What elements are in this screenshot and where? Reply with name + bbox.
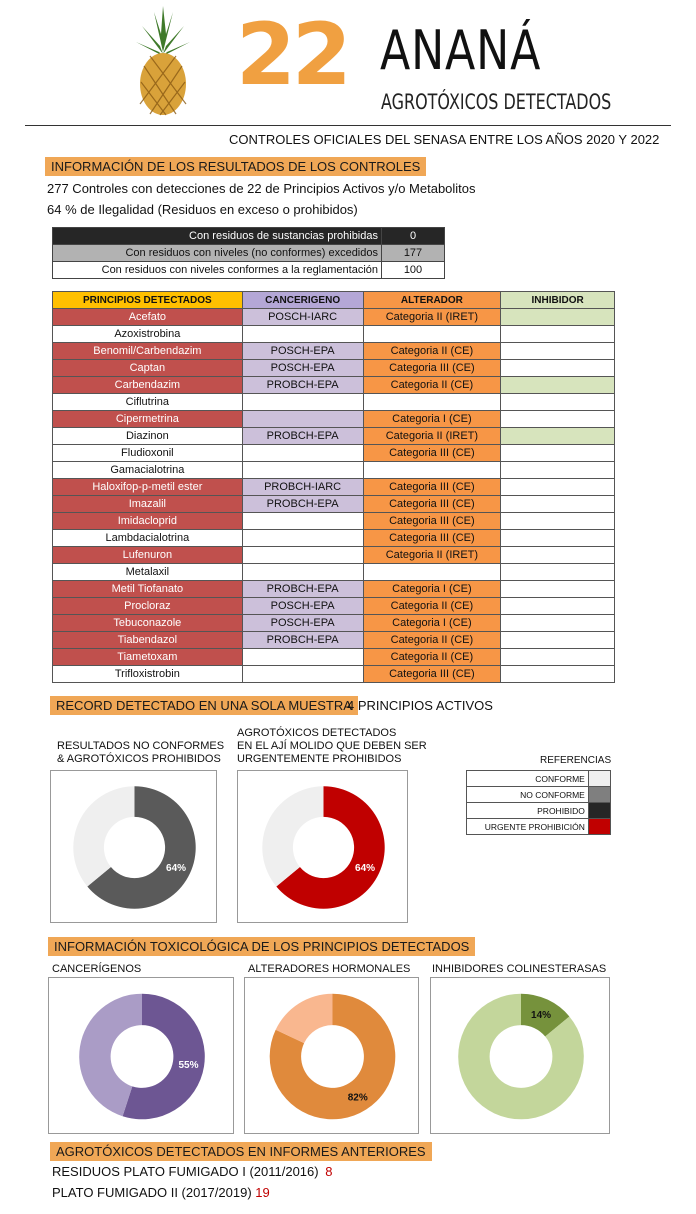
legend-label: URGENTE PROHIBICIÓN [467,819,589,835]
cell-principio: Tiabendazol [53,632,243,649]
cell-inhibidor [501,547,615,564]
table-row [53,598,615,615]
cell-cancerigeno [242,326,363,343]
cell-alterador: Categoria III (CE) [363,530,501,547]
prev-line-1 [52,1164,332,1179]
legend-item [467,803,611,819]
prev-line-1-label: RESIDUOS PLATO FUMIGADO I (2011/2016) [52,1164,319,1179]
chart-1-box [50,770,217,923]
cell-principio: Tebuconazole [53,615,243,632]
count-number: 22 [236,5,348,105]
results-section-title: INFORMACIÓN DE LOS RESULTADOS DE LOS CONTROLES [45,157,426,176]
cell-alterador: Categoria II (IRET) [363,309,501,326]
cell-cancerigeno: PROBCH-EPA [242,581,363,598]
record-value: 4 PRINCIPIOS ACTIVOS [347,698,493,713]
cell-alterador: Categoria II (CE) [363,598,501,615]
chart-5-donut [431,978,611,1135]
chart-5-box [430,977,610,1134]
prev-line-2-value: 19 [255,1185,270,1200]
source-note: CONTROLES OFICIALES DEL SENASA ENTRE LOS AÑOS 2020 Y 2022 [229,132,660,147]
cell-inhibidor [501,326,615,343]
cell-inhibidor [501,411,615,428]
cell-inhibidor [501,615,615,632]
cell-alterador: Categoria II (CE) [363,632,501,649]
cell-alterador: Categoria III (CE) [363,496,501,513]
cell-alterador: Categoria III (CE) [363,666,501,683]
cell-cancerigeno [242,564,363,581]
principles-table-body [53,309,615,683]
cell-alterador: Categoria II (CE) [363,649,501,666]
cell-principio: Haloxifop-p-metil ester [53,479,243,496]
chart-1-title-line: RESULTADOS NO CONFORMES [57,740,225,752]
cell-principio: Metalaxil [53,564,243,581]
legend-item [467,819,611,835]
chart-1-data-label: 64% [166,863,187,875]
legend-swatch [588,771,610,787]
cell-alterador [363,394,501,411]
chart-2-title-line: URGENTEMENTE PROHIBIDOS [237,753,402,765]
table-row [53,581,615,598]
header-divider [25,125,671,126]
cell-alterador [363,564,501,581]
pineapple-icon [132,4,194,116]
chart-3-donut [49,978,235,1135]
chart-1-slice [73,786,134,886]
cell-principio: Acefato [53,309,243,326]
prev-line-2 [52,1185,270,1200]
cell-principio: Gamacialotrina [53,462,243,479]
prev-section-title: AGROTÓXICOS DETECTADOS EN INFORMES ANTERIORES [50,1142,432,1161]
cell-cancerigeno: POSCH-EPA [242,615,363,632]
cell-alterador: Categoria II (CE) [363,377,501,394]
chart-3-title: CANCERÍGENOS [52,963,142,975]
cell-alterador: Categoria III (CE) [363,360,501,377]
table-row [53,394,615,411]
references-title: REFERENCIAS [540,755,612,766]
cell-cancerigeno: PROBCH-EPA [242,496,363,513]
cell-principio: Captan [53,360,243,377]
cell-principio: Imazalil [53,496,243,513]
table-row [53,411,615,428]
cell-principio: Procloraz [53,598,243,615]
legend-label: CONFORME [467,771,589,787]
cell-alterador: Categoria III (CE) [363,513,501,530]
chart-2-data-label: 64% [355,863,376,875]
results-line-2: 64 % de Ilegalidad (Residuos en exceso o prohibidos) [47,202,358,217]
chart-1-title [57,740,224,766]
cell-principio: Lambdacialotrina [53,530,243,547]
cell-cancerigeno: POSCH-EPA [242,598,363,615]
table-row [53,309,615,326]
cell-cancerigeno [242,547,363,564]
col-header-alterador: ALTERADOR [363,292,501,309]
cell-inhibidor [501,666,615,683]
summary-label: Con residuos con niveles conformes a la reglamentación [53,262,382,279]
chart-5-title: INHIBIDORES COLINESTERASAS [432,963,607,975]
cell-inhibidor [501,394,615,411]
chart-1-donut [51,771,218,924]
legend-item [467,787,611,803]
cell-cancerigeno: PROBCH-IARC [242,479,363,496]
cell-cancerigeno: PROBCH-EPA [242,632,363,649]
summary-value: 0 [382,228,445,245]
table-row [53,564,615,581]
table-row [53,513,615,530]
chart-4-donut [245,978,420,1135]
chart-2-title-line: AGROTÓXICOS DETECTADOS [237,727,397,739]
summary-label: Con residuos con niveles (no conformes) excedidos [53,245,382,262]
chart-2-box [237,770,408,923]
col-header-cancerigeno: CANCERIGENO [242,292,363,309]
cell-inhibidor [501,479,615,496]
chart-1-title-line: & AGROTÓXICOS PROHIBIDOS [57,753,221,765]
table-row [53,377,615,394]
cell-inhibidor [501,581,615,598]
table-row [53,343,615,360]
cell-inhibidor [501,309,615,326]
legend-item [467,771,611,787]
cell-cancerigeno [242,649,363,666]
table-row [53,530,615,547]
legend-swatch [588,787,610,803]
cell-alterador: Categoria II (IRET) [363,547,501,564]
cell-inhibidor [501,462,615,479]
summary-value: 100 [382,262,445,279]
cell-inhibidor [501,445,615,462]
cell-principio: Lufenuron [53,547,243,564]
cell-inhibidor [501,343,615,360]
legend-label: NO CONFORME [467,787,589,803]
cell-alterador: Categoria II (IRET) [363,428,501,445]
summary-row [53,262,445,279]
table-row [53,666,615,683]
cell-cancerigeno: PROBCH-EPA [242,377,363,394]
cell-inhibidor [501,360,615,377]
table-row [53,479,615,496]
cell-cancerigeno [242,411,363,428]
summary-label: Con residuos de sustancias prohibidas [53,228,382,245]
chart-5-data-label: 14% [531,1009,552,1021]
cell-inhibidor [501,564,615,581]
table-row [53,360,615,377]
prev-line-1-value: 8 [325,1164,333,1179]
cell-principio: Azoxistrobina [53,326,243,343]
principles-table [52,291,615,683]
cell-alterador: Categoria II (CE) [363,343,501,360]
cell-inhibidor [501,649,615,666]
cell-alterador: Categoria III (CE) [363,479,501,496]
cell-inhibidor [501,598,615,615]
cell-alterador [363,326,501,343]
cell-alterador [363,462,501,479]
table-row [53,428,615,445]
cell-principio: Ciflutrina [53,394,243,411]
prev-line-2-label: PLATO FUMIGADO II (2017/2019) [52,1185,252,1200]
cell-cancerigeno [242,394,363,411]
summary-value: 177 [382,245,445,262]
cell-alterador: Categoria I (CE) [363,615,501,632]
table-row [53,496,615,513]
product-subtitle: AGROTÓXICOS DETECTADOS [381,90,612,114]
cell-inhibidor [501,530,615,547]
chart-2-title-line: EN EL AJÍ MOLIDO QUE DEBEN SER [237,740,427,752]
cell-inhibidor [501,428,615,445]
cell-cancerigeno [242,530,363,547]
col-header-inhibidor: INHIBIDOR [501,292,615,309]
table-row [53,462,615,479]
legend-swatch [588,819,610,835]
cell-principio: Cipermetrina [53,411,243,428]
cell-principio: Metil Tiofanato [53,581,243,598]
chart-2-slice [262,786,323,886]
table-header-row [53,292,615,309]
cell-cancerigeno: POSCH-EPA [242,343,363,360]
table-row [53,445,615,462]
table-row [53,632,615,649]
cell-cancerigeno [242,462,363,479]
cell-principio: Tiametoxam [53,649,243,666]
col-header-principios: PRINCIPIOS DETECTADOS [53,292,243,309]
summary-row [53,245,445,262]
cell-cancerigeno: POSCH-EPA [242,360,363,377]
chart-4-box [244,977,419,1134]
summary-row [53,228,445,245]
tox-section-title: INFORMACIÓN TOXICOLÓGICA DE LOS PRINCIPIOS DETECTADOS [48,937,475,956]
chart-3-box [48,977,234,1134]
cell-cancerigeno: POSCH-IARC [242,309,363,326]
product-title: ANANÁ [380,19,542,82]
chart-2-title [237,727,427,766]
chart-2-donut [238,771,409,924]
cell-principio: Benomil/Carbendazim [53,343,243,360]
cell-principio: Carbendazim [53,377,243,394]
cell-alterador: Categoria I (CE) [363,581,501,598]
header [0,0,696,125]
table-row [53,615,615,632]
legend-label: PROHIBIDO [467,803,589,819]
table-row [53,547,615,564]
cell-principio: Trifloxistrobin [53,666,243,683]
cell-principio: Fludioxonil [53,445,243,462]
cell-alterador: Categoria III (CE) [363,445,501,462]
chart-4-data-label: 82% [347,1092,368,1104]
cell-inhibidor [501,632,615,649]
chart-3-data-label: 55% [178,1059,199,1071]
cell-principio: Diazinon [53,428,243,445]
table-row [53,326,615,343]
cell-cancerigeno [242,666,363,683]
cell-alterador: Categoria I (CE) [363,411,501,428]
cell-cancerigeno [242,513,363,530]
cell-inhibidor [501,513,615,530]
cell-principio: Imidacloprid [53,513,243,530]
results-line-1: 277 Controles con detecciones de 22 de Principios Activos y/o Metabolitos [47,181,476,196]
cell-inhibidor [501,377,615,394]
references-legend [466,770,611,835]
chart-4-title: ALTERADORES HORMONALES [248,963,411,975]
cell-cancerigeno [242,445,363,462]
summary-table [52,227,445,279]
legend-swatch [588,803,610,819]
cell-cancerigeno: PROBCH-EPA [242,428,363,445]
record-section-title: RECORD DETECTADO EN UNA SOLA MUESTRA [50,696,358,715]
cell-inhibidor [501,496,615,513]
table-row [53,649,615,666]
